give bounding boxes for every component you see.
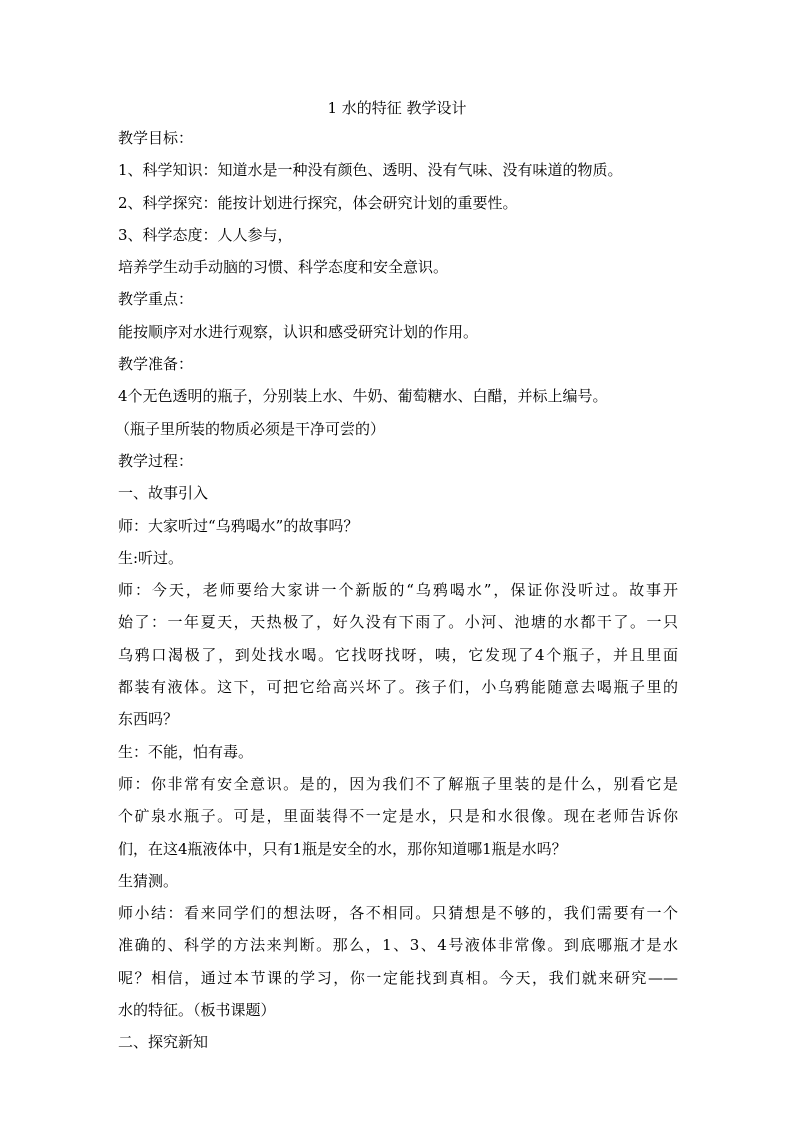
- paragraph-line: 呢？相信，通过本节课的学习，你一定能找到真相。今天，我们就来研究——: [118, 968, 678, 987]
- paragraph-line: 生:听过。: [118, 548, 184, 567]
- section-story-intro: 一、故事引入: [118, 484, 209, 503]
- paragraph-line: 都装有液体。这下，可把它给高兴坏了。孩子们，小乌鸦能随意去喝瓶子里的: [118, 678, 678, 697]
- heading-objectives: 教学目标：: [118, 129, 194, 147]
- paragraph-line: 东西吗？: [118, 710, 179, 729]
- preparation-text: 4个无色透明的瓶子，分别装上水、牛奶、葡萄糖水、白醋，并标上编号。: [118, 387, 608, 406]
- paragraph-line: 生猜测。: [118, 871, 179, 890]
- section-explore-new: 二、探究新知: [118, 1033, 209, 1052]
- objective-knowledge: 1、科学知识：知道水是一种没有颜色、透明、没有气味、没有味道的物质。: [118, 161, 623, 180]
- preparation-note: （瓶子里所装的物质必须是干净可尝的）: [115, 419, 386, 438]
- heading-key-points: 教学重点：: [118, 290, 194, 309]
- objective-attitude-cont: 培养学生动手动脑的习惯、科学态度和安全意识。: [118, 258, 449, 277]
- objective-attitude: 3、科学态度：人人参与，: [118, 225, 293, 244]
- paragraph-line: 师：你非常有安全意识。是的，因为我们不了解瓶子里装的是什么，别看它是: [118, 774, 678, 793]
- paragraph-line: 师小结：看来同学们的想法呀，各不相同。只猜想是不够的，我们需要有一个: [118, 904, 678, 923]
- heading-process: 教学过程：: [118, 451, 194, 470]
- document-title: 1 水的特征 教学设计: [327, 99, 467, 117]
- paragraph-line: 个矿泉水瓶子。可是，里面装得不一定是水，只是和水很像。现在老师告诉你: [118, 807, 678, 826]
- objective-inquiry: 2、科学探究：能按计划进行探究，体会研究计划的重要性。: [118, 193, 518, 212]
- paragraph-line: 生：不能，怕有毒。: [118, 742, 254, 761]
- key-point-text: 能按顺序对水进行观察，认识和感受研究计划的作用。: [118, 322, 479, 341]
- heading-preparation: 教学准备：: [118, 355, 194, 374]
- paragraph-line: 们，在这4瓶液体中，只有1瓶是安全的水，那你知道哪1瓶是水吗？: [118, 839, 567, 858]
- paragraph-line: 师：今天，老师要给大家讲一个新版的“乌鸦喝水”，保证你没听过。故事开: [118, 581, 678, 600]
- paragraph-line: 准确的、科学的方法来判断。那么，1、3、4号液体非常像。到底哪瓶才是水: [118, 936, 678, 955]
- paragraph-line: 始了：一年夏天，天热极了，好久没有下雨了。小河、池塘的水都干了。一只: [118, 613, 678, 632]
- document-body: [115, 122, 678, 1059]
- paragraph-line: 乌鸦口渴极了，到处找水喝。它找呀找呀，咦，它发现了4个瓶子，并且里面: [118, 645, 678, 664]
- paragraph-line: 师：大家听过“乌鸦喝水”的故事吗？: [118, 516, 359, 535]
- paragraph-line: 水的特征。（板书课题）: [118, 1001, 276, 1020]
